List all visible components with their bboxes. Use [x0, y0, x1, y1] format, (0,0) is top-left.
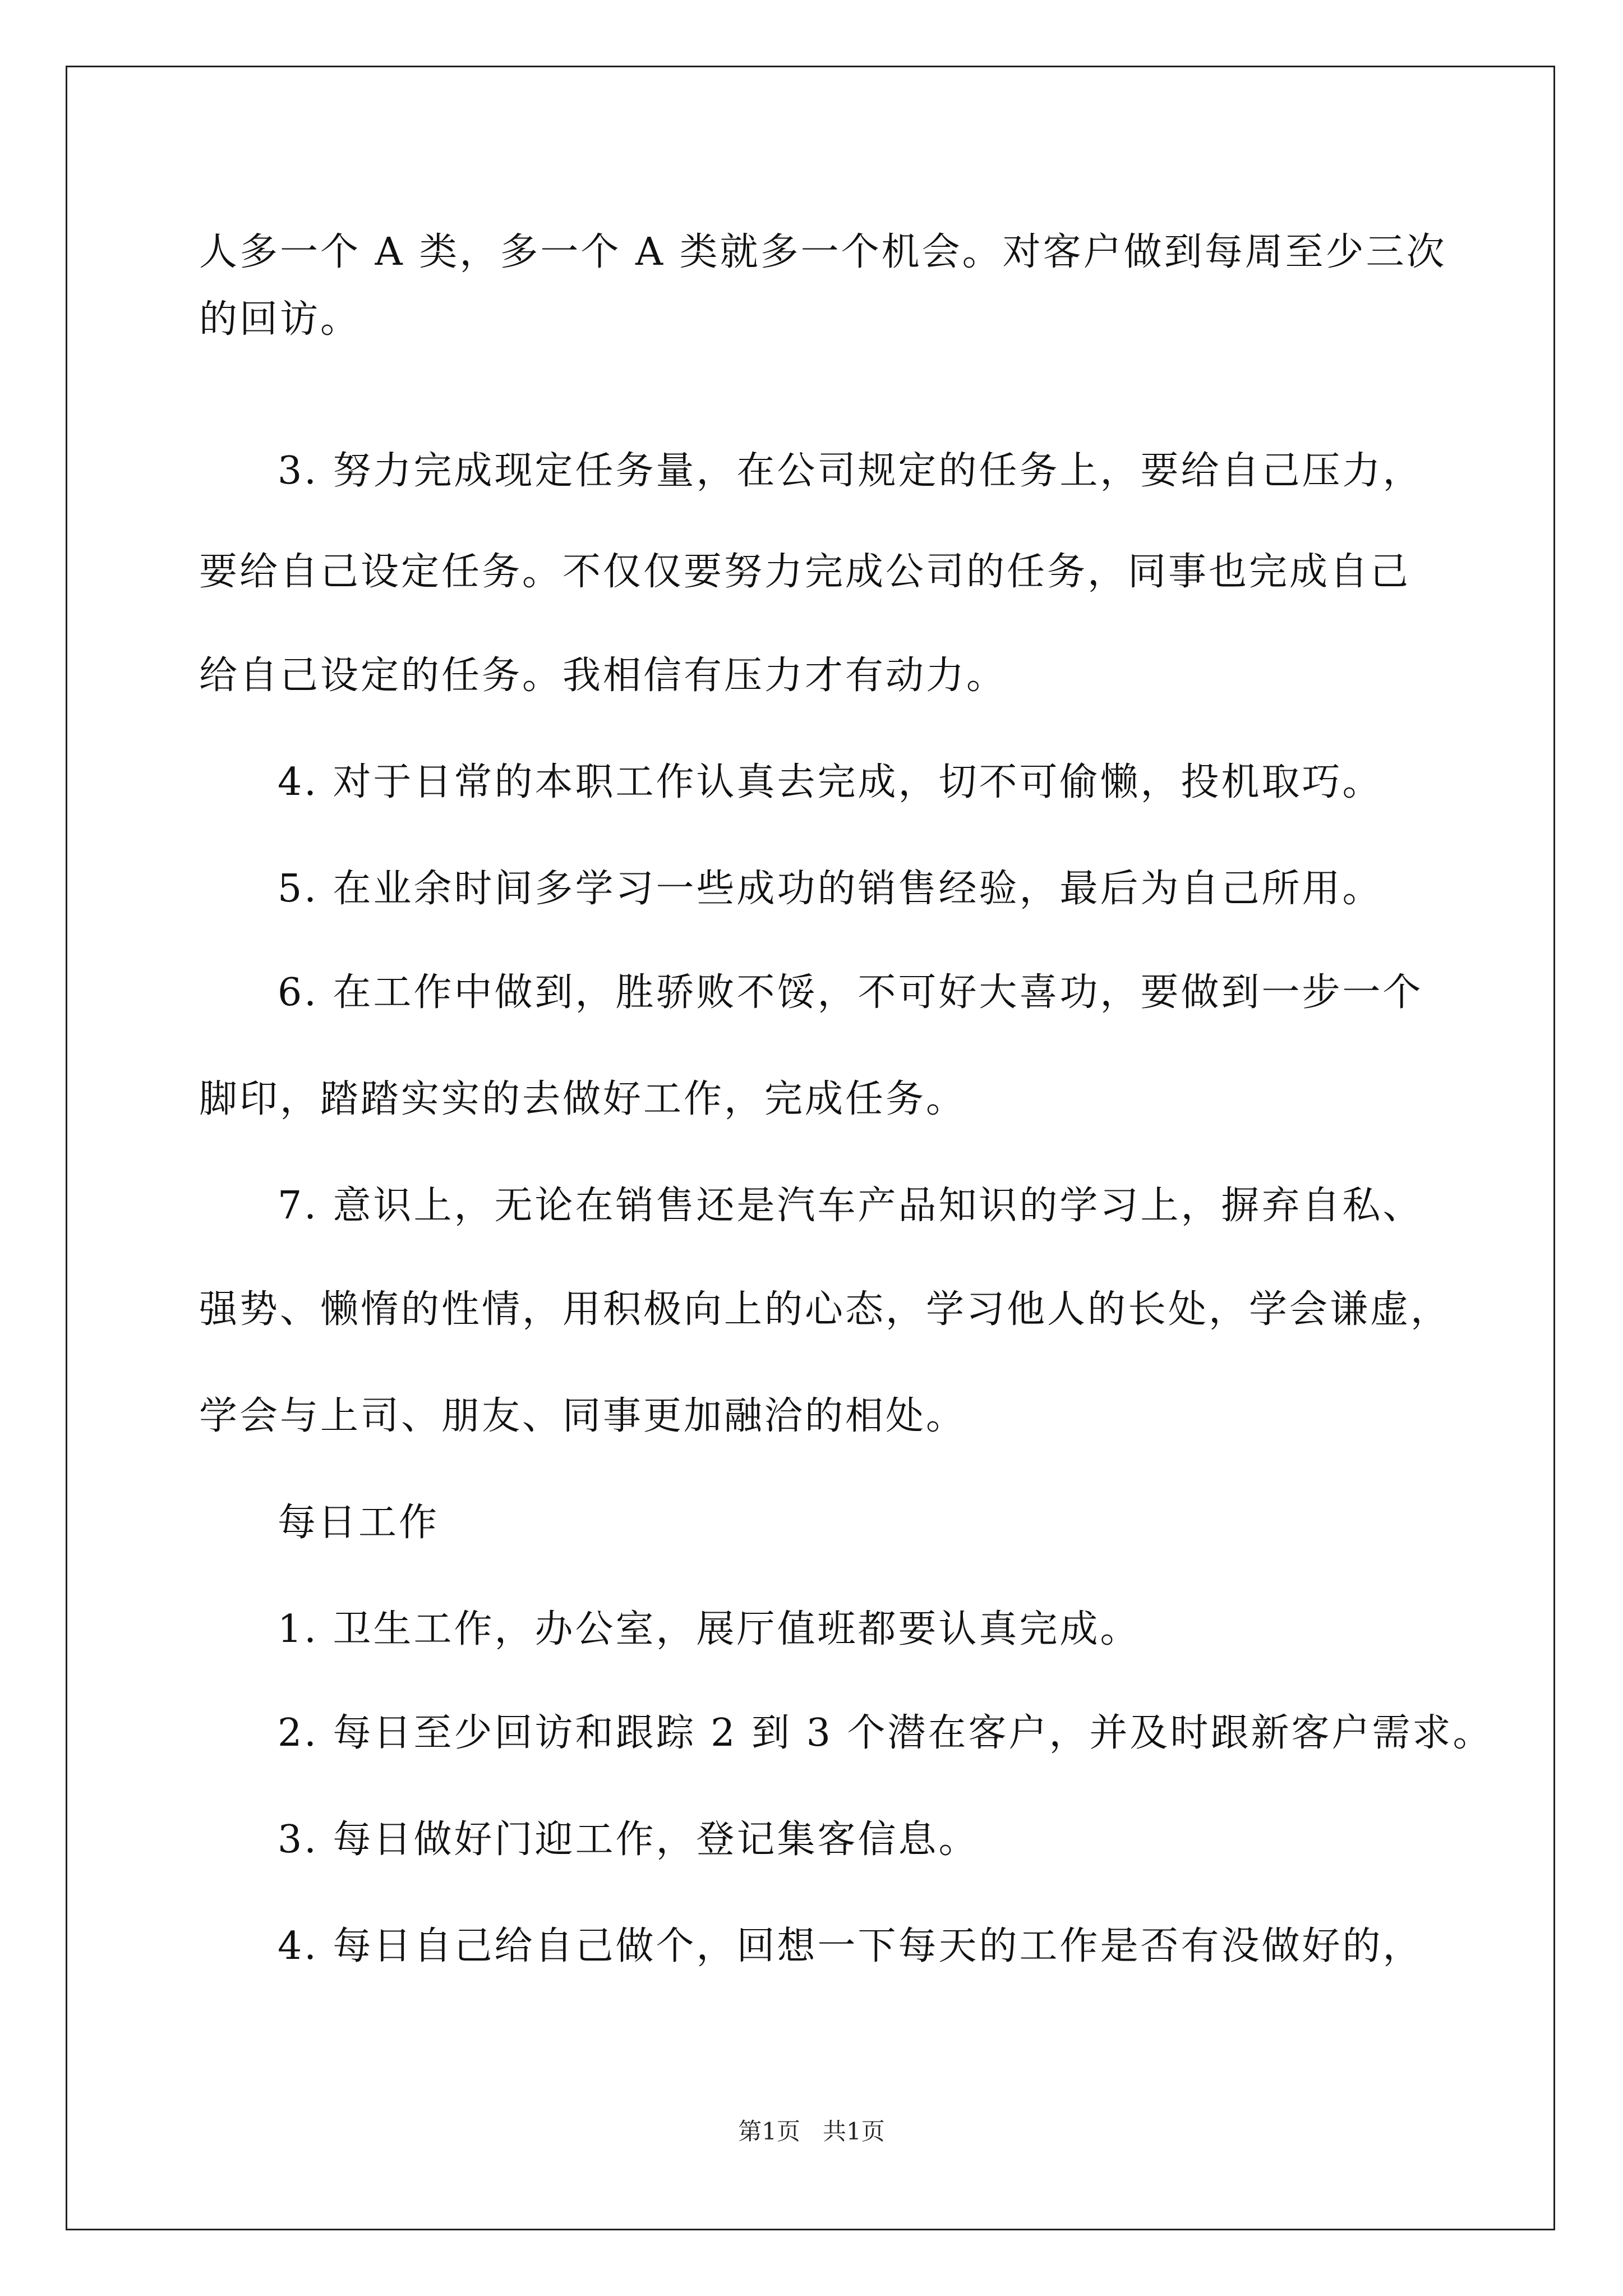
- body-line-7: 5. 在业余时间多学习一些成功的销售经验，最后为自己所用。: [278, 867, 1383, 911]
- body-line-1: 人多一个 A 类，多一个 A 类就多一个机会。对客户做到每周至少三次: [199, 230, 1447, 274]
- body-line-6: 4. 对于日常的本职工作认真去完成，切不可偷懒，投机取巧。: [278, 760, 1383, 804]
- section-heading: 每日工作: [278, 1501, 440, 1545]
- body-line-9: 脚印，踏踏实实的去做好工作，完成任务。: [199, 1077, 967, 1121]
- body-line-14: 1. 卫生工作，办公室，展厅值班都要认真完成。: [278, 1607, 1141, 1651]
- body-line-15: 2. 每日至少回访和跟踪 2 到 3 个潜在客户，并及时跟新客户需求。: [278, 1711, 1493, 1755]
- page-border: [66, 66, 1555, 2230]
- body-line-16: 3. 每日做好门迎工作，登记集客信息。: [278, 1818, 979, 1862]
- body-line-11: 强势、懒惰的性情，用积极向上的心态，学习他人的长处，学会谦虚，: [199, 1287, 1451, 1332]
- body-line-10: 7. 意识上，无论在销售还是汽车产品知识的学习上，摒弃自私、: [278, 1184, 1423, 1228]
- body-line-12: 学会与上司、朋友、同事更加融洽的相处。: [199, 1394, 967, 1438]
- body-line-17: 4. 每日自己给自己做个，回想一下每天的工作是否有没做好的，: [278, 1924, 1423, 1968]
- body-line-4: 要给自己设定任务。不仅仅要努力完成公司的任务，同事也完成自己: [199, 550, 1411, 594]
- page-footer: 第1页 共1页: [738, 2118, 885, 2145]
- body-line-3: 3. 努力完成现定任务量，在公司规定的任务上，要给自己压力，: [278, 449, 1423, 493]
- body-line-2: 的回访。: [199, 297, 361, 342]
- body-line-8: 6. 在工作中做到，胜骄败不馁，不可好大喜功，要做到一步一个: [278, 970, 1423, 1015]
- body-line-5: 给自己设定的任务。我相信有压力才有动力。: [199, 654, 1007, 698]
